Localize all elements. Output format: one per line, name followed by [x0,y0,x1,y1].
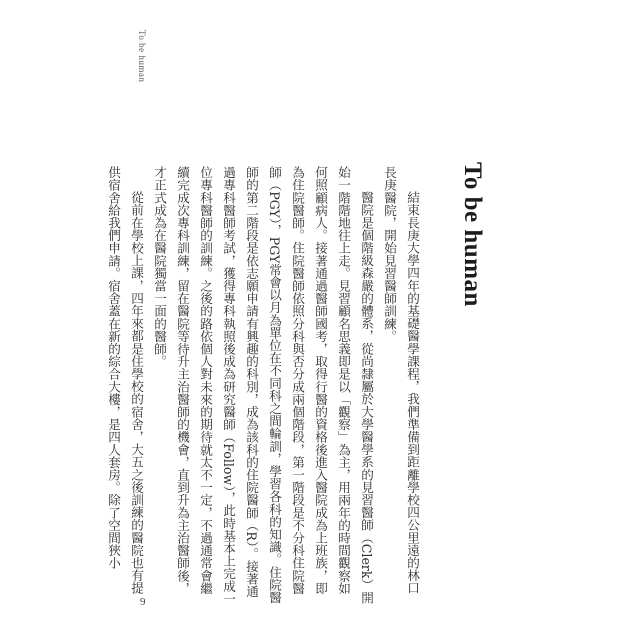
body-text [106,166,424,606]
running-head: To be human [137,30,147,83]
page-number: 9 [140,596,146,608]
chapter-title: To be human [459,162,486,307]
paragraph-2: 醫院是個階級森嚴的體系，從尚隸屬於大學醫學系的見習醫師（Clerk）開始一階階地往上走。見習顧名思義即是以「觀察」為主，用兩年的時間觀察如何照顧病人。接著通過醫師國考，取得行醫的資格後進入醫院成為上班族，即為住院醫師。住院醫師依照分科與否分成兩個階段，第一階段是不分科住院醫師（PGY），PGY常會以月為單位在不同科之間輪訓，學習各科的知識。住院醫師的第二階段是依志願申請有興趣的科別，成為該科的住院醫師（R）。接著通過專科醫師考試，獲得專科執照後成為研究醫師（Follow），此時基本上完成一位專科醫師的訓練。之後的路依個人對未來的期待就太不一定，不過通常會繼續完成次專科訓練，留在醫院等待升主治醫師的機會，直到升為主治醫師後，才正式成為在醫院獨當一面的醫師。 [152,166,374,605]
paragraph-3: 從前在學校上課，四年來都是住學校的宿舍，大五之後訓練的醫院也有提供宿舍給我們申請。宿舍蓋在新的綜合大樓，是四人套房。除了空間狹小 [106,166,144,595]
paragraph-1: 結束長庚大學四年的基礎醫學課程，我們準備到距離學校四公里遠的林口長庚醫院，開始見習醫師訓練。 [382,166,420,595]
